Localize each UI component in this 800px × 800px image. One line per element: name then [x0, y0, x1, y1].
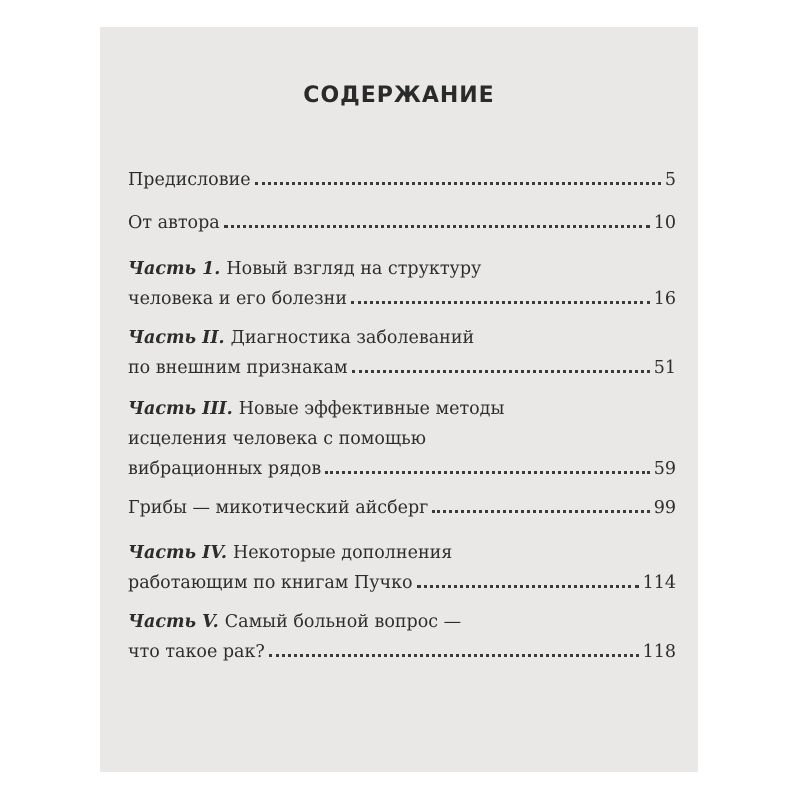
- toc-entry-part-4: [128, 538, 676, 598]
- toc-page-number: 59: [653, 459, 676, 479]
- toc-entry-part-3: [128, 394, 676, 484]
- dot-leader: [255, 182, 661, 185]
- toc-page-number: 51: [653, 358, 676, 378]
- toc-page-number: 118: [642, 642, 676, 662]
- toc-entry-title: Новые эффективные методы: [238, 399, 505, 419]
- toc-entry-fungi: [128, 493, 676, 523]
- toc-entry-title-continued: вибрационных рядов: [128, 459, 322, 479]
- toc-page-number: 114: [642, 573, 676, 593]
- toc-entry-title-continued: работающим по книгам Пучко: [128, 573, 413, 593]
- toc-entry-part-2: [128, 323, 676, 383]
- toc-entry-title-continued: по внешним признакам: [128, 358, 348, 378]
- toc-entry-title: Новый взгляд на структуру: [226, 259, 482, 279]
- toc-page-number: 99: [653, 498, 676, 518]
- dot-leader: [417, 585, 639, 588]
- toc-entry-from-author: [128, 208, 676, 238]
- page-title: СОДЕРЖАНИЕ: [303, 83, 495, 108]
- toc-entry-title: От автора: [128, 213, 220, 233]
- toc-entry-title: Некоторые дополнения: [232, 543, 453, 563]
- part-label: Часть III.: [128, 399, 233, 419]
- dot-leader: [351, 301, 650, 304]
- part-label: Часть 1.: [128, 259, 221, 279]
- dot-leader: [432, 510, 649, 513]
- toc-entry-title-continued: исцеления человека с помощью: [128, 429, 426, 449]
- toc-entry-title: Диагностика заболеваний: [230, 328, 475, 348]
- toc-entry-title-continued: что такое рак?: [128, 642, 265, 662]
- toc-entry-part-5: [128, 607, 676, 667]
- toc-page-number: 10: [653, 213, 676, 233]
- toc-entry-part-1: [128, 254, 676, 314]
- toc-entry-title: Грибы — микотический айсберг: [128, 498, 429, 518]
- part-label: Часть V.: [128, 612, 219, 632]
- dot-leader: [352, 370, 650, 373]
- dot-leader: [269, 654, 639, 657]
- part-label: Часть IV.: [128, 543, 227, 563]
- toc-entry-title: Предисловие: [128, 170, 251, 190]
- toc-entry-title-continued: человека и его болезни: [128, 289, 347, 309]
- toc-page-number: 16: [653, 289, 676, 309]
- dot-leader: [325, 471, 649, 474]
- book-page: [100, 27, 698, 772]
- toc-page-number: 5: [664, 170, 676, 190]
- dot-leader: [224, 225, 650, 228]
- part-label: Часть II.: [128, 328, 225, 348]
- toc-entry-preface: [128, 165, 676, 195]
- toc-entry-title: Самый больной вопрос —: [224, 612, 462, 632]
